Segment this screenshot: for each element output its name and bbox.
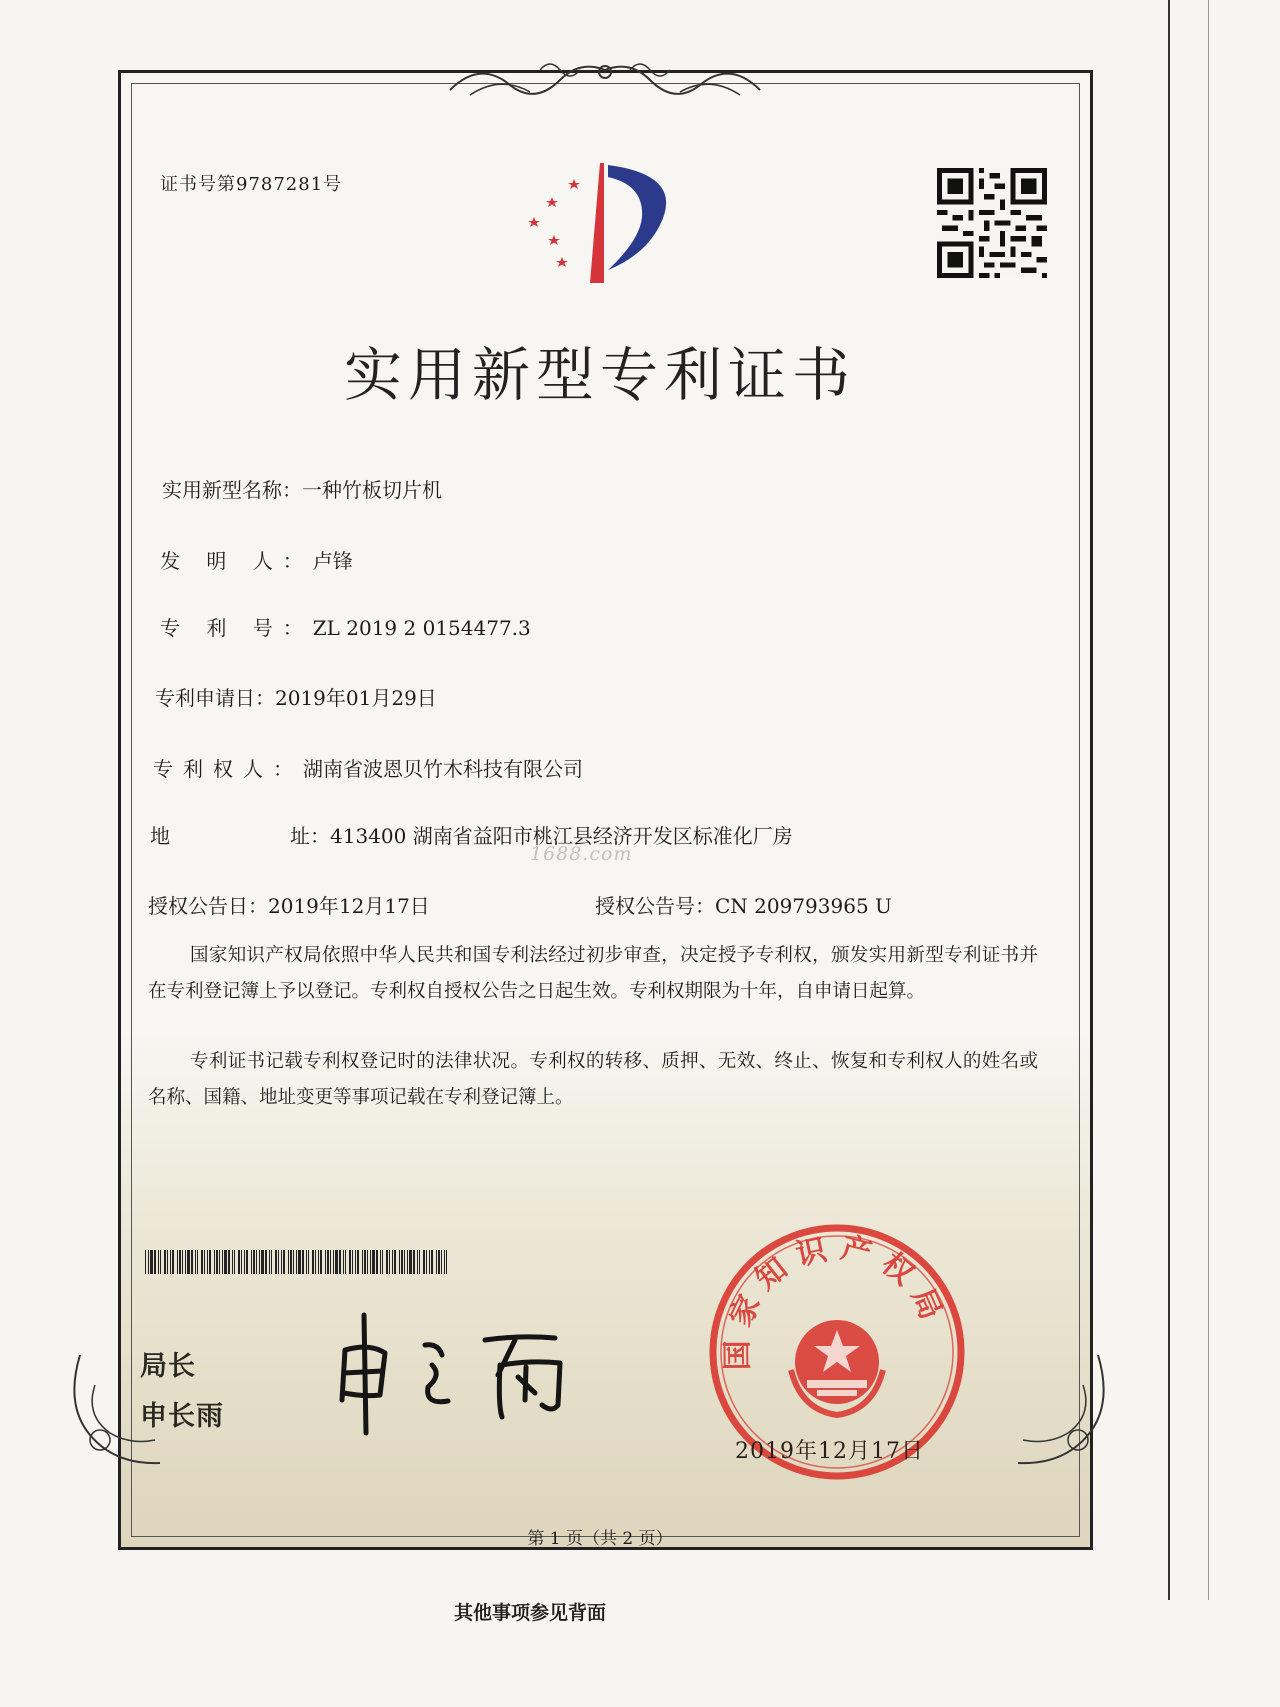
bottom-right-ornament-icon [1008, 1345, 1118, 1475]
barcode-bar [246, 1250, 248, 1274]
barcode-bar [349, 1250, 351, 1274]
barcode-bar [343, 1250, 344, 1274]
barcode-bar [431, 1250, 433, 1274]
top-ornament-icon [440, 50, 770, 110]
address-label-second-char: 址： [290, 824, 330, 848]
barcode-bar [278, 1250, 279, 1274]
barcode-bar [419, 1250, 420, 1274]
barcode-bar [204, 1250, 205, 1274]
barcode-bar [154, 1250, 156, 1274]
patent-number-value: ZL 2019 2 0154477.3 [312, 616, 531, 640]
address-label-first-char: 地 [150, 824, 170, 848]
barcode-bar [399, 1250, 400, 1274]
barcode-bar [293, 1250, 294, 1274]
address-row [150, 820, 793, 849]
filing-date-value: 2019年01月29日 [275, 686, 437, 710]
signatory-name: 申长雨 [140, 1401, 224, 1432]
barcode-bar [182, 1250, 183, 1274]
barcode-bar [357, 1250, 359, 1274]
legal-status-paragraph: 专利证书记载专利权登记时的法律状况。专利权的转移、质押、无效、终止、恢复和专利权人的姓名或名称、国籍、地址变更等事项记载在专利登记簿上。 [148, 1051, 1038, 1108]
barcode-bar [275, 1250, 277, 1274]
barcode-bar [216, 1250, 218, 1274]
address-value: 413400 湖南省益阳市桃江县经济开发区标准化厂房 [330, 824, 793, 848]
grant-date-label: 授权公告日： [148, 894, 268, 918]
barcode-bar [296, 1250, 297, 1274]
barcode-bar [164, 1250, 166, 1274]
barcode-bar [222, 1250, 223, 1274]
barcode-bar [244, 1250, 245, 1274]
grant-statement-paragraph: 国家知识产权局依照中华人民共和国专利法经过初步审查，决定授予专利权，颁发实用新型专利证书并在专利登记簿上予以登记。专利权自授权公告之日起生效。专利权期限为十年，自申请日起算。 [148, 945, 1038, 1002]
paper-edge-shadow [1208, 0, 1209, 1600]
barcode-bar [167, 1250, 168, 1274]
barcode-bar [320, 1250, 322, 1274]
barcode-bar [382, 1250, 383, 1274]
signatory-role: 局长 [140, 1351, 196, 1382]
barcode-bar [308, 1250, 309, 1274]
barcode-bar [185, 1250, 186, 1274]
patentee-value: 湖南省波恩贝竹木科技有限公司 [303, 757, 583, 781]
page-number: 第 1 页（共 2 页） [527, 1529, 673, 1549]
cnipa-emblem-icon [520, 155, 690, 285]
barcode-bar [283, 1250, 285, 1274]
barcode-bar [407, 1250, 408, 1274]
barcode-bar [191, 1250, 193, 1274]
grant-date-row [148, 890, 430, 919]
barcode-bar [394, 1250, 396, 1274]
barcode-bar [187, 1250, 190, 1274]
barcode-bar [265, 1250, 267, 1274]
barcode-bar [232, 1250, 233, 1274]
barcode-bar [241, 1250, 242, 1274]
barcode-bar [392, 1250, 393, 1274]
barcode-bar [253, 1250, 255, 1274]
barcode-bar [160, 1250, 161, 1274]
patentee-row [153, 753, 583, 782]
grant-number-value: CN 209793965 U [715, 894, 892, 918]
barcode-bar [444, 1250, 445, 1274]
footer-note: 其他事项参见背面 [453, 1602, 606, 1624]
barcode-bar [195, 1250, 196, 1274]
utility-model-name-value: 一种竹板切片机 [302, 478, 442, 502]
inventor-row [160, 545, 353, 574]
barcode-bar [271, 1250, 272, 1274]
grant-date-value: 2019年12月17日 [268, 894, 430, 918]
barcode-bar [409, 1250, 412, 1274]
watermark: 1688.com [530, 843, 633, 865]
grant-number-label: 授权公告号： [595, 894, 715, 918]
barcode-bar [201, 1250, 203, 1274]
barcode-bar [256, 1250, 257, 1274]
barcode-bar [380, 1250, 381, 1274]
barcode-bar [362, 1250, 363, 1274]
barcode-bar [372, 1250, 375, 1274]
barcode-bar [318, 1250, 319, 1274]
barcode-bar [148, 1250, 149, 1274]
barcode-bar [224, 1250, 227, 1274]
barcode-bar [172, 1250, 174, 1274]
barcode-bar [345, 1250, 346, 1274]
barcode-bar [214, 1250, 215, 1274]
barcode-bar [312, 1250, 314, 1274]
barcode-bar [335, 1250, 338, 1274]
barcode-bar [234, 1250, 235, 1274]
barcode-bar [207, 1250, 208, 1274]
barcode-icon [145, 1250, 447, 1274]
barcode-bar [315, 1250, 316, 1274]
patentee-label: 专利权人： [153, 757, 303, 781]
barcode-bar [436, 1250, 437, 1274]
barcode-bar [389, 1250, 390, 1274]
barcode-bar [417, 1250, 418, 1274]
barcode-bar [333, 1250, 334, 1274]
seal-text: 国家知识产权局 [720, 1230, 953, 1371]
barcode-bar [376, 1250, 378, 1274]
barcode-bar [306, 1250, 307, 1274]
filing-date-label: 专利申请日： [155, 686, 275, 710]
qr-code-icon [937, 168, 1047, 278]
barcode-bar [298, 1250, 301, 1274]
handwritten-signature-icon [330, 1305, 600, 1440]
barcode-bar [413, 1250, 415, 1274]
seal-date: 2019年12月17日 [735, 1439, 924, 1464]
barcode-bar [251, 1250, 252, 1274]
barcode-bar [401, 1250, 403, 1274]
barcode-bar [261, 1250, 264, 1274]
barcode-bar [145, 1250, 146, 1274]
patent-number-label: 专 利 号： [160, 616, 313, 640]
inventor-value: 卢锋 [312, 549, 353, 573]
paper-edge [1168, 0, 1170, 1600]
barcode-bar [228, 1250, 230, 1274]
barcode-bar [330, 1250, 331, 1274]
barcode-bar [370, 1250, 371, 1274]
barcode-bar [429, 1250, 430, 1274]
barcode-bar [438, 1250, 440, 1274]
barcode-bar [302, 1250, 304, 1274]
barcode-bar [339, 1250, 341, 1274]
barcode-bar [386, 1250, 388, 1274]
barcode-bar [269, 1250, 270, 1274]
barcode-bar [327, 1250, 329, 1274]
barcode-bar [441, 1250, 442, 1274]
barcode-bar [150, 1250, 153, 1274]
barcode-bar [423, 1250, 425, 1274]
barcode-bar [158, 1250, 159, 1274]
utility-model-name-label: 实用新型名称： [162, 478, 302, 502]
barcode-bar [288, 1250, 289, 1274]
utility-model-name-row [162, 474, 442, 503]
barcode-bar [446, 1250, 447, 1274]
barcode-bar [364, 1250, 366, 1274]
barcode-bar [238, 1250, 240, 1274]
barcode-bar [325, 1250, 326, 1274]
barcode-bar [355, 1250, 356, 1274]
barcode-bar [179, 1250, 181, 1274]
grant-number-row [595, 890, 892, 919]
barcode-bar [209, 1250, 211, 1274]
certificate-number: 证书号第9787281号 [160, 174, 343, 195]
patent-number-row [160, 612, 531, 641]
barcode-bar [281, 1250, 282, 1274]
barcode-bar [170, 1250, 171, 1274]
barcode-bar [197, 1250, 198, 1274]
barcode-bar [177, 1250, 178, 1274]
barcode-bar [367, 1250, 368, 1274]
filing-date-row [155, 682, 437, 711]
barcode-bar [259, 1250, 260, 1274]
barcode-bar [290, 1250, 292, 1274]
barcode-bar [426, 1250, 427, 1274]
barcode-bar [219, 1250, 220, 1274]
barcode-bar [404, 1250, 405, 1274]
inventor-label: 发 明 人： [160, 549, 313, 573]
certificate-title: 实用新型专利证书 [343, 341, 856, 409]
barcode-bar [352, 1250, 353, 1274]
